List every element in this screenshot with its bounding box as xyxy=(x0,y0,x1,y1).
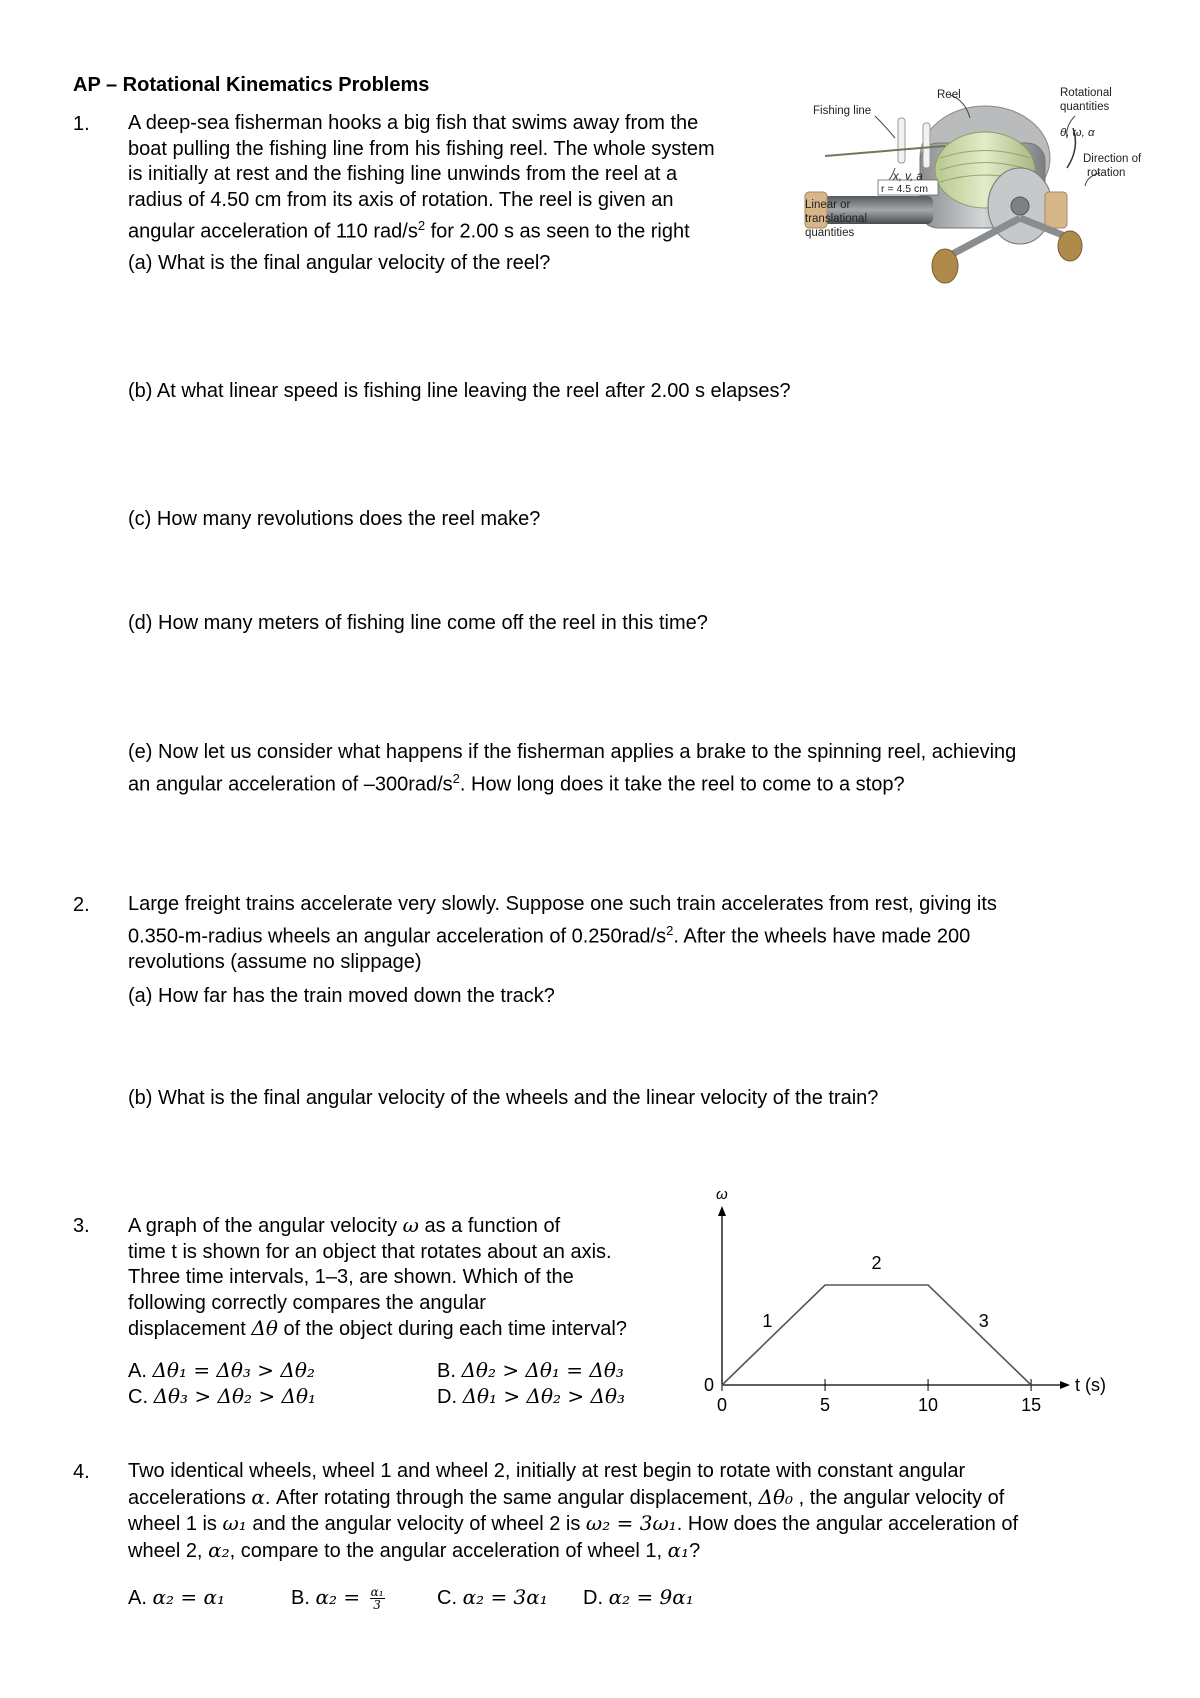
superscript: 2 xyxy=(417,218,426,233)
question-2-text xyxy=(128,892,1188,975)
text-segment: A graph of the angular velocity xyxy=(128,1215,403,1237)
superscript: 2 xyxy=(452,770,460,786)
question-4-option-a xyxy=(128,1585,225,1612)
quantities-label: quantities xyxy=(1060,101,1110,113)
y-axis-arrow xyxy=(718,1206,726,1216)
line-guide xyxy=(923,123,930,168)
option-math: Δθ₁ > Δθ₂ > Δθ₃ xyxy=(462,1384,626,1408)
direction-label: Direction of xyxy=(1083,153,1142,165)
math-alpha-2: α₂ xyxy=(208,1537,230,1562)
question-3-option-d xyxy=(437,1384,625,1411)
option-math: α₂ = 3α₁ xyxy=(462,1585,548,1609)
question-1-line xyxy=(128,213,808,245)
rotational-label: Rotational xyxy=(1060,87,1112,99)
reel-label: Reel xyxy=(937,89,961,101)
option-label: D. xyxy=(437,1386,463,1408)
question-4-option-d xyxy=(583,1585,694,1612)
fraction-denominator: 3 xyxy=(373,1598,381,1613)
text-segment: . After the wheels have made 200 xyxy=(673,925,971,948)
text-segment: , the angular velocity of xyxy=(793,1486,1005,1509)
x-tick-label: 15 xyxy=(1021,1395,1042,1415)
option-math: α₂ = xyxy=(315,1585,361,1609)
x-tick-label: 0 xyxy=(716,1395,728,1415)
option-math: Δθ₂ > Δθ₁ = Δθ₃ xyxy=(461,1358,624,1382)
math-omega-1: ω₁ xyxy=(222,1511,247,1535)
text-segment: , compare to the angular acceleration of wheel 1, xyxy=(229,1539,668,1562)
rotational-symbols-label: θ, ω, α xyxy=(1060,127,1095,139)
x-tick-label: 5 xyxy=(820,1395,831,1415)
text-segment: for 2.00 s as seen to the right xyxy=(425,220,690,243)
question-3-line: following correctly compares the angular xyxy=(128,1291,486,1314)
text-segment: . How long does it take the reel to come to a stop? xyxy=(459,773,905,796)
text-segment: of the object during each time interval? xyxy=(277,1318,627,1340)
option-math: Δθ₃ > Δθ₂ > Δθ₁ xyxy=(153,1384,317,1408)
question-2b: (b) What is the final angular velocity of the wheels and the linear velocity of the train? xyxy=(128,1087,879,1109)
linear-label: Linear or xyxy=(805,199,851,211)
x-axis-label: t (s) xyxy=(1075,1375,1106,1395)
question-1e-line: (e) Now let us consider what happens if the fisherman applies a brake to the spinning reel, achieving xyxy=(128,741,1017,763)
question-3-line: Three time intervals, 1–3, are shown. Which of the xyxy=(128,1266,574,1288)
question-3-line: time t is shown for an object that rotates about an axis. xyxy=(128,1240,612,1263)
math-alpha: α xyxy=(251,1484,265,1509)
question-4-line xyxy=(128,1511,1188,1538)
text-segment: angular acceleration of 110 rad/s xyxy=(128,220,418,243)
option-label: A. xyxy=(128,1360,153,1382)
question-2-line: revolutions (assume no slippage) xyxy=(128,950,422,973)
math-delta-theta: Δθ xyxy=(251,1316,278,1340)
question-4-line: Two identical wheels, wheel 1 and wheel 2, initially at rest begin to rotate with constant angular xyxy=(128,1460,966,1482)
segment-label: 3 xyxy=(978,1311,989,1331)
option-label: C. xyxy=(128,1386,154,1408)
text-segment: as a function of xyxy=(418,1215,561,1237)
question-3-option-a xyxy=(128,1358,315,1385)
question-4-text xyxy=(128,1459,1188,1564)
question-3-line xyxy=(128,1213,688,1240)
question-2-line xyxy=(128,918,1188,950)
question-2a: (a) How far has the train moved down the track? xyxy=(128,985,555,1007)
text-segment: an angular acceleration of –300rad/s xyxy=(128,773,453,796)
text-segment: ? xyxy=(689,1539,701,1562)
question-1c: (c) How many revolutions does the reel make? xyxy=(128,508,541,530)
crank-knob xyxy=(932,249,958,283)
reel-grip-right xyxy=(1045,192,1067,228)
question-1-number: 1. xyxy=(73,113,90,135)
question-1e xyxy=(128,740,1188,798)
translational-label: translational xyxy=(805,213,868,225)
superscript: 2 xyxy=(666,922,674,938)
y-tick-label: 0 xyxy=(704,1375,715,1395)
text-segment: accelerations xyxy=(128,1486,252,1509)
fishing-line-label: Fishing line xyxy=(813,105,872,117)
question-3-line xyxy=(128,1316,688,1343)
rotation-label: rotation xyxy=(1087,167,1126,179)
x-tick-label: 10 xyxy=(918,1395,939,1415)
fraction-numerator: α₁ xyxy=(370,1585,384,1600)
question-1d: (d) How many meters of fishing line come off the reel in this time? xyxy=(128,612,708,634)
math-delta-theta-0: Δθ₀ xyxy=(758,1484,794,1509)
question-3-number: 3. xyxy=(73,1215,90,1237)
y-axis-label: ω xyxy=(716,1186,728,1203)
option-math: α₂ = α₁ xyxy=(152,1585,225,1609)
question-4-option-b xyxy=(291,1585,385,1612)
text-segment: wheel 2, xyxy=(128,1539,209,1562)
question-4-number: 4. xyxy=(73,1461,90,1483)
fraction xyxy=(370,1586,385,1611)
text-segment: displacement xyxy=(128,1318,252,1340)
option-math: Δθ₁ = Δθ₃ > Δθ₂ xyxy=(152,1358,315,1382)
question-3-text xyxy=(128,1213,688,1343)
math-omega: ω xyxy=(402,1213,419,1237)
option-label: A. xyxy=(128,1587,153,1609)
question-2-number: 2. xyxy=(73,894,90,916)
angular-velocity-chart xyxy=(690,1186,1110,1435)
linear-quantities-label: quantities xyxy=(805,227,855,239)
x-axis-arrow xyxy=(1060,1381,1070,1389)
question-4-option-c xyxy=(437,1585,548,1612)
question-1e-line xyxy=(128,766,1188,798)
radius-label: r = 4.5 cm xyxy=(881,183,928,195)
page-title: AP – Rotational Kinematics Problems xyxy=(73,74,430,96)
segment-label: 1 xyxy=(762,1311,773,1331)
question-1-line: A deep-sea fisherman hooks a big fish that swims away from the xyxy=(128,112,699,134)
text-segment: wheel 1 is xyxy=(128,1513,223,1535)
question-4-line xyxy=(128,1485,1188,1512)
option-label: C. xyxy=(437,1587,463,1609)
question-3-option-c xyxy=(128,1384,316,1411)
text-segment: . After rotating through the same angular displacement, xyxy=(264,1486,759,1509)
question-1-line: is initially at rest and the fishing line unwinds from the reel at a xyxy=(128,163,678,185)
crank-knob xyxy=(1058,231,1082,261)
text-segment: and the angular velocity of wheel 2 is xyxy=(246,1513,586,1535)
question-1-line: boat pulling the fishing line from his fishing reel. The whole system xyxy=(128,137,715,160)
option-math: α₂ = 9α₁ xyxy=(608,1585,694,1609)
line-guide xyxy=(898,118,905,163)
math-omega-relation: ω₂ = 3ω₁ xyxy=(585,1511,677,1535)
text-segment: 0.350-m-radius wheels an angular acceleration of 0.250rad/s xyxy=(128,925,667,948)
linear-symbols-label: x, v, a xyxy=(893,171,923,183)
math-alpha-1: α₁ xyxy=(667,1537,690,1562)
option-label: D. xyxy=(583,1587,609,1609)
fishing-reel-figure xyxy=(805,88,1170,313)
omega-series-line xyxy=(722,1285,1031,1385)
question-1a: (a) What is the final angular velocity of the reel? xyxy=(128,252,551,274)
segment-label: 2 xyxy=(871,1253,882,1273)
question-3-option-b xyxy=(437,1358,624,1385)
reel-axle xyxy=(1011,197,1029,215)
text-segment: . How does the angular acceleration of xyxy=(676,1513,1019,1535)
question-1b: (b) At what linear speed is fishing line leaving the reel after 2.00 s elapses? xyxy=(128,380,791,402)
question-2-line: Large freight trains accelerate very slowly. Suppose one such train accelerates from rest, giving its xyxy=(128,893,997,915)
option-label: B. xyxy=(291,1587,316,1609)
question-4-line xyxy=(128,1538,1188,1565)
question-1-text xyxy=(128,111,808,245)
option-label: B. xyxy=(437,1360,462,1382)
question-1-line: radius of 4.50 cm from its axis of rotation. The reel is given an xyxy=(128,188,674,211)
